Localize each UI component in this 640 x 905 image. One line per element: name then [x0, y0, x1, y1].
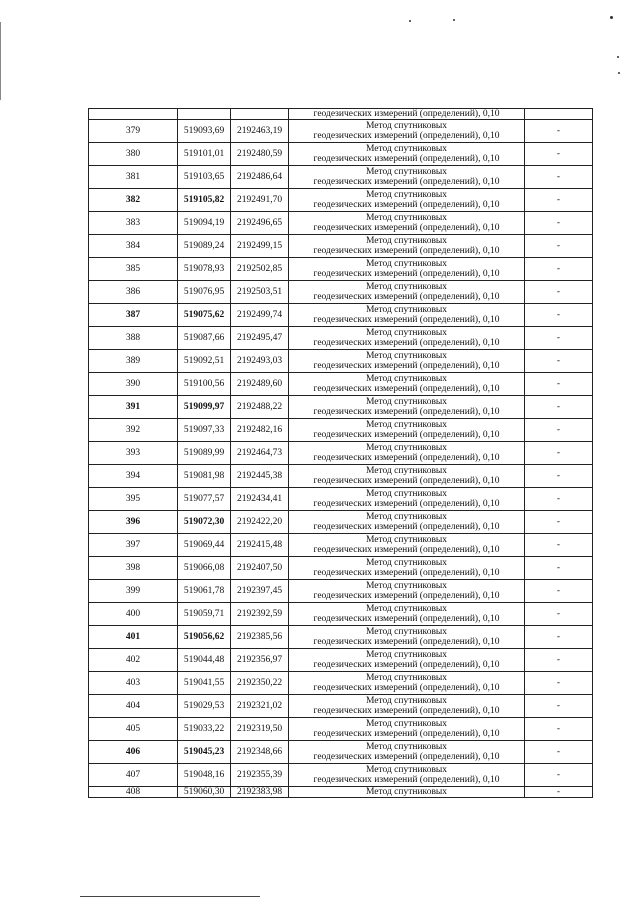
- cell-note: -: [525, 787, 593, 798]
- cell-point-number: 387: [89, 304, 178, 327]
- method-line-1: Метод спутниковых: [365, 282, 448, 292]
- cell-y: 2192350,22: [231, 672, 289, 695]
- cell-y: 2192445,38: [231, 465, 289, 488]
- cell-method: [289, 350, 525, 373]
- method-line-2: геодезических измерений (определений), 0,10: [313, 499, 500, 509]
- cell-note: -: [525, 143, 593, 166]
- cell-point-number: 384: [89, 235, 178, 258]
- method-line-1: Метод спутниковых: [365, 742, 448, 752]
- method-line-2: геодезических измерений (определений), 0,10: [313, 476, 500, 486]
- table-row: [89, 718, 593, 741]
- cell-y: 2192493,03: [231, 350, 289, 373]
- cell-method: [289, 442, 525, 465]
- method-line-2: геодезических измерений (определений), 0,10: [313, 384, 500, 394]
- method-line-2: геодезических измерений (определений), 0,10: [313, 637, 500, 647]
- method-line-1: Метод спутниковых: [365, 581, 448, 591]
- method-line-1: Метод спутниковых: [365, 167, 448, 177]
- cell-note: -: [525, 235, 593, 258]
- table-row: [89, 189, 593, 212]
- cell-note: -: [525, 511, 593, 534]
- cell-note: -: [525, 718, 593, 741]
- cell-x: 519029,53: [178, 695, 231, 718]
- method-line-1: Метод спутниковых: [365, 144, 448, 154]
- method-line-2: геодезических измерений (определений), 0,10: [313, 775, 500, 785]
- cell-x: 519033,22: [178, 718, 231, 741]
- cell-y: 2192383,98: [231, 787, 289, 798]
- cell-point-number: 403: [89, 672, 178, 695]
- cell-x: [178, 109, 231, 120]
- method-line-2: геодезических измерений (определений), 0,10: [313, 453, 500, 463]
- cell-method: [289, 304, 525, 327]
- cell-x: 519048,16: [178, 764, 231, 787]
- cell-note: -: [525, 764, 593, 787]
- cell-point-number: 389: [89, 350, 178, 373]
- method-line-2: геодезических измерений (определений), 0,10: [313, 154, 500, 164]
- cell-y: 2192496,65: [231, 212, 289, 235]
- method-line-2: геодезических измерений (определений), 0,10: [313, 177, 500, 187]
- cell-y: 2192434,41: [231, 488, 289, 511]
- table-row: [89, 258, 593, 281]
- method-line-2: геодезических измерений (определений), 0,10: [313, 660, 500, 670]
- coordinates-table: [88, 108, 593, 798]
- cell-method: [289, 511, 525, 534]
- table-row: [89, 396, 593, 419]
- cell-point-number: 405: [89, 718, 178, 741]
- method-line-1: Метод спутниковых: [365, 236, 448, 246]
- method-line-2: геодезических измерений (определений), 0,10: [313, 269, 500, 279]
- cell-note: -: [525, 166, 593, 189]
- cell-note: -: [525, 465, 593, 488]
- cell-x: 519099,97: [178, 396, 231, 419]
- method-line-1: Метод спутниковых: [365, 259, 448, 269]
- cell-y: 2192495,47: [231, 327, 289, 350]
- cell-method: [289, 580, 525, 603]
- method-line-2: геодезических измерений (определений), 0,10: [313, 131, 500, 141]
- method-line-1: Метод спутниковых: [365, 420, 448, 430]
- cell-note: -: [525, 695, 593, 718]
- coordinates-table-body: [89, 109, 593, 798]
- cell-note: -: [525, 580, 593, 603]
- method-line-2: геодезических измерений (определений), 0,10: [313, 683, 500, 693]
- cell-method: [289, 120, 525, 143]
- cell-x: 519101,01: [178, 143, 231, 166]
- cell-point-number: 400: [89, 603, 178, 626]
- scan-speck: [453, 19, 455, 21]
- table-row: [89, 419, 593, 442]
- method-line-2: геодезических измерений (определений), 0,10: [313, 729, 500, 739]
- table-row: [89, 327, 593, 350]
- method-line-1: Метод спутниковых: [365, 719, 448, 729]
- cell-y: 2192397,45: [231, 580, 289, 603]
- cell-method: Метод спутниковых: [289, 787, 525, 798]
- cell-method: [289, 373, 525, 396]
- cell-y: 2192503,51: [231, 281, 289, 304]
- method-line-2: геодезических измерений (определений), 0,10: [313, 614, 500, 624]
- cell-note: -: [525, 672, 593, 695]
- cell-point-number: 406: [89, 741, 178, 764]
- cell-note: -: [525, 488, 593, 511]
- scan-speck: [409, 20, 411, 22]
- cell-x: 519081,98: [178, 465, 231, 488]
- cell-point-number: 401: [89, 626, 178, 649]
- cell-method: [289, 189, 525, 212]
- method-line-1: Метод спутниковых: [365, 121, 448, 131]
- table-row: [89, 764, 593, 787]
- cell-method: [289, 695, 525, 718]
- cell-point-number: [89, 109, 178, 120]
- cell-note: -: [525, 741, 593, 764]
- cell-note: -: [525, 327, 593, 350]
- cell-note: -: [525, 281, 593, 304]
- cell-note: -: [525, 350, 593, 373]
- method-line-2: геодезических измерений (определений), 0,10: [313, 246, 500, 256]
- cell-note: -: [525, 304, 593, 327]
- cell-method: [289, 534, 525, 557]
- scan-speck: [618, 72, 620, 74]
- table-row: [89, 304, 593, 327]
- cell-x: 519060,30: [178, 787, 231, 798]
- cell-x: 519075,62: [178, 304, 231, 327]
- cell-y: 2192482,16: [231, 419, 289, 442]
- method-line-1: Метод спутниковых: [365, 558, 448, 568]
- cell-y: 2192491,70: [231, 189, 289, 212]
- cell-point-number: 404: [89, 695, 178, 718]
- cell-x: 519089,24: [178, 235, 231, 258]
- cell-point-number: 397: [89, 534, 178, 557]
- cell-note: -: [525, 120, 593, 143]
- method-line-1: Метод спутниковых: [365, 673, 448, 683]
- table-row: [89, 488, 593, 511]
- cell-x: 519078,93: [178, 258, 231, 281]
- cell-method: [289, 143, 525, 166]
- method-line-1: Метод спутниковых: [365, 328, 448, 338]
- method-line-1: Метод спутниковых: [365, 627, 448, 637]
- cell-method: [289, 764, 525, 787]
- cell-point-number: 395: [89, 488, 178, 511]
- method-line-2: геодезических измерений (определений), 0,10: [313, 522, 500, 532]
- cell-point-number: 392: [89, 419, 178, 442]
- table-row: [89, 511, 593, 534]
- table-row: [89, 350, 593, 373]
- cell-note: [525, 109, 593, 120]
- table-row: [89, 649, 593, 672]
- cell-y: 2192499,74: [231, 304, 289, 327]
- cell-method: [289, 741, 525, 764]
- method-line-2: геодезических измерений (определений), 0,10: [313, 706, 500, 716]
- table-row: [89, 143, 593, 166]
- cell-note: -: [525, 212, 593, 235]
- cell-y: 2192385,56: [231, 626, 289, 649]
- table-row: [89, 373, 593, 396]
- method-line-2: геодезических измерений (определений), 0,10: [313, 315, 500, 325]
- cell-method: [289, 465, 525, 488]
- method-line-1: Метод спутниковых: [365, 213, 448, 223]
- cell-note: -: [525, 603, 593, 626]
- cell-x: 519041,55: [178, 672, 231, 695]
- table-row: [89, 534, 593, 557]
- cell-point-number: 407: [89, 764, 178, 787]
- cell-note: -: [525, 373, 593, 396]
- cell-x: 519056,62: [178, 626, 231, 649]
- cell-point-number: 399: [89, 580, 178, 603]
- table-row: [89, 120, 593, 143]
- cell-method: [289, 396, 525, 419]
- footer-line: [80, 896, 260, 897]
- cell-point-number: 391: [89, 396, 178, 419]
- table-row: [89, 235, 593, 258]
- cell-x: 519044,48: [178, 649, 231, 672]
- cell-point-number: 379: [89, 120, 178, 143]
- table-row: [89, 695, 593, 718]
- cell-point-number: 393: [89, 442, 178, 465]
- method-line-1: Метод спутниковых: [365, 190, 448, 200]
- table-row: [89, 212, 593, 235]
- method-line-2: геодезических измерений (определений), 0,10: [313, 200, 500, 210]
- method-line-1: Метод спутниковых: [365, 489, 448, 499]
- cell-x: 519072,30: [178, 511, 231, 534]
- method-line-2: геодезических измерений (определений), 0,10: [313, 407, 500, 417]
- cell-y: 2192463,19: [231, 120, 289, 143]
- table-row: [89, 442, 593, 465]
- cell-point-number: 394: [89, 465, 178, 488]
- cell-point-number: 388: [89, 327, 178, 350]
- method-line-2: геодезических измерений (определений), 0,10: [313, 338, 500, 348]
- cell-method: [289, 603, 525, 626]
- table-row: [89, 626, 593, 649]
- cell-method: [289, 235, 525, 258]
- cell-x: 519087,66: [178, 327, 231, 350]
- cell-x: 519100,56: [178, 373, 231, 396]
- cell-x: 519097,33: [178, 419, 231, 442]
- table-row-last: [89, 787, 593, 798]
- cell-y: 2192407,50: [231, 557, 289, 580]
- cell-x: 519066,08: [178, 557, 231, 580]
- method-line-1: Метод спутниковых: [365, 397, 448, 407]
- method-line-2: геодезических измерений (определений), 0,10: [313, 545, 500, 555]
- cell-point-number: 381: [89, 166, 178, 189]
- cell-x: 519069,44: [178, 534, 231, 557]
- method-line-2: геодезических измерений (определений), 0,10: [313, 752, 500, 762]
- cell-x: 519059,71: [178, 603, 231, 626]
- cell-y: 2192415,48: [231, 534, 289, 557]
- cell-y: 2192488,22: [231, 396, 289, 419]
- cell-method: [289, 212, 525, 235]
- scan-edge-line: [0, 22, 1, 100]
- method-line-2: геодезических измерений (определений), 0,10: [313, 361, 500, 371]
- cell-note: -: [525, 557, 593, 580]
- method-line-2: геодезических измерений (определений), 0,10: [313, 223, 500, 233]
- cell-method: [289, 626, 525, 649]
- method-line-1: Метод спутниковых: [365, 765, 448, 775]
- cell-y: 2192422,20: [231, 511, 289, 534]
- cell-y: 2192321,02: [231, 695, 289, 718]
- table-row: [89, 603, 593, 626]
- table-row: [89, 557, 593, 580]
- cell-method: геодезических измерений (определений), 0,10: [289, 109, 525, 120]
- cell-method: [289, 419, 525, 442]
- cell-x: 519061,78: [178, 580, 231, 603]
- method-line-1: Метод спутниковых: [365, 535, 448, 545]
- cell-note: -: [525, 419, 593, 442]
- method-line-1: Метод спутниковых: [365, 466, 448, 476]
- cell-note: -: [525, 258, 593, 281]
- cell-point-number: 386: [89, 281, 178, 304]
- cell-point-number: 402: [89, 649, 178, 672]
- method-line-1: Метод спутниковых: [365, 696, 448, 706]
- cell-y: 2192499,15: [231, 235, 289, 258]
- cell-method: [289, 281, 525, 304]
- cell-x: 519077,57: [178, 488, 231, 511]
- cell-y: 2192356,97: [231, 649, 289, 672]
- cell-point-number: 382: [89, 189, 178, 212]
- scan-speck: [617, 56, 619, 58]
- cell-x: 519076,95: [178, 281, 231, 304]
- cell-y: 2192319,50: [231, 718, 289, 741]
- method-line-2: геодезических измерений (определений), 0,10: [313, 292, 500, 302]
- cell-x: 519045,23: [178, 741, 231, 764]
- cell-y: [231, 109, 289, 120]
- method-line-2: геодезических измерений (определений), 0,10: [313, 568, 500, 578]
- cell-y: 2192502,85: [231, 258, 289, 281]
- table-row: [89, 465, 593, 488]
- method-line-1: Метод спутниковых: [365, 604, 448, 614]
- cell-x: 519105,82: [178, 189, 231, 212]
- cell-y: 2192464,73: [231, 442, 289, 465]
- table-row-continuation: [89, 109, 593, 120]
- method-line-1: Метод спутниковых: [365, 374, 448, 384]
- table-row: [89, 166, 593, 189]
- cell-y: 2192392,59: [231, 603, 289, 626]
- method-line-1: Метод спутниковых: [365, 443, 448, 453]
- method-line-2: геодезических измерений (определений), 0,10: [313, 430, 500, 440]
- cell-y: 2192480,59: [231, 143, 289, 166]
- cell-point-number: 408: [89, 787, 178, 798]
- cell-method: [289, 166, 525, 189]
- method-line-1: Метод спутниковых: [365, 351, 448, 361]
- cell-note: -: [525, 534, 593, 557]
- cell-point-number: 390: [89, 373, 178, 396]
- cell-point-number: 396: [89, 511, 178, 534]
- cell-x: 519089,99: [178, 442, 231, 465]
- cell-note: -: [525, 649, 593, 672]
- cell-point-number: 385: [89, 258, 178, 281]
- cell-method: [289, 327, 525, 350]
- cell-method: [289, 672, 525, 695]
- cell-method: [289, 258, 525, 281]
- cell-point-number: 383: [89, 212, 178, 235]
- table-row: [89, 741, 593, 764]
- cell-method: [289, 649, 525, 672]
- cell-note: -: [525, 442, 593, 465]
- cell-x: 519093,69: [178, 120, 231, 143]
- cell-y: 2192355,39: [231, 764, 289, 787]
- scan-speck: [610, 16, 613, 19]
- cell-note: -: [525, 626, 593, 649]
- method-line-1: Метод спутниковых: [365, 305, 448, 315]
- cell-y: 2192489,60: [231, 373, 289, 396]
- method-line-1: Метод спутниковых: [365, 512, 448, 522]
- cell-x: 519092,51: [178, 350, 231, 373]
- method-line-2: геодезических измерений (определений), 0,10: [313, 591, 500, 601]
- table-row: [89, 580, 593, 603]
- cell-method: [289, 718, 525, 741]
- table-row: [89, 281, 593, 304]
- cell-point-number: 398: [89, 557, 178, 580]
- cell-note: -: [525, 189, 593, 212]
- cell-y: 2192348,66: [231, 741, 289, 764]
- cell-y: 2192486,64: [231, 166, 289, 189]
- cell-point-number: 380: [89, 143, 178, 166]
- cell-x: 519103,65: [178, 166, 231, 189]
- cell-method: [289, 488, 525, 511]
- cell-note: -: [525, 396, 593, 419]
- table-row: [89, 672, 593, 695]
- cell-x: 519094,19: [178, 212, 231, 235]
- method-line-1: Метод спутниковых: [365, 650, 448, 660]
- cell-method: [289, 557, 525, 580]
